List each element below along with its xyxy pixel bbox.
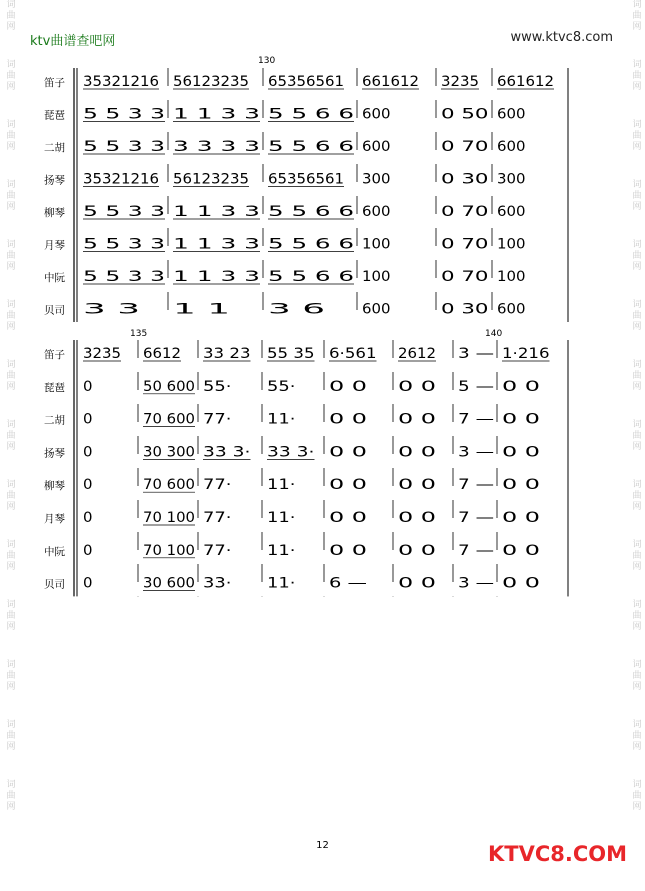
note-group: 0 0 [502,510,540,526]
note-group: 1·216 [502,346,550,362]
note-group: 5 5 3 3 [83,236,165,253]
note-group: 5 5 6 6 [268,236,354,253]
note-group: 11· [267,411,296,428]
watermark-text: 词 曲 网 [632,240,642,272]
note-group: 77· [203,542,232,559]
note-group: 55· [203,378,232,395]
note-group: 3 — [458,575,494,592]
watermark-text: 词 曲 网 [632,420,642,452]
note-group: 0 70 [441,204,489,220]
watermark-text: 词 曲 网 [632,300,642,332]
note-group: 1 1 3 3 [173,106,260,123]
note-group: 0 0 [329,378,367,395]
note-group: 0 0 [398,575,436,592]
note-group: 0 0 [502,575,540,592]
note-group: 100 [362,236,391,253]
instrument-label: 琵琶 [44,381,65,394]
note-group: 35321216 [83,74,159,90]
instrument-label: 中阮 [44,272,65,284]
site-logo: KTVC8.COM [488,842,628,866]
note-group: 7 — [458,411,494,428]
note-group: 65356561 [268,74,344,90]
note-group: 0 0 [502,411,540,428]
instrument-label: 二胡 [44,142,65,154]
note-group: 11· [267,542,296,559]
watermark-text: 词 曲 网 [6,780,16,812]
note-group: 300 [497,171,526,188]
note-group: 65356561 [268,171,344,188]
note-group: 77· [203,510,232,526]
note-group: 5 — [458,378,494,395]
note-group: 0 [83,477,93,494]
watermark-text: 词 曲 网 [6,180,16,212]
note-group: 5 5 3 3 [83,204,165,220]
note-group: 70 100 [143,510,195,526]
note-group: 0 [83,510,93,526]
watermark-text: 词 曲 网 [632,480,642,512]
watermark-text: 词 曲 网 [632,60,642,92]
note-group: 2612 [398,346,436,362]
note-group: 3 — [458,346,494,362]
note-group: 661612 [362,74,419,90]
instrument-label: 柳琴 [44,480,65,493]
watermark-text: 词 曲 网 [6,240,16,272]
page-number: 12 [316,840,329,851]
watermark-text: 词 曲 网 [632,780,642,812]
note-group: 5 5 6 6 [268,204,354,220]
watermark-text: 词 曲 网 [632,660,642,692]
watermark-text: 词 曲 网 [632,600,642,632]
watermark-text: 词 曲 网 [6,300,16,332]
note-group: 0 0 [329,444,367,461]
note-group: 0 0 [502,444,540,461]
watermark-text: 词 曲 网 [632,540,642,572]
note-group: 0 0 [398,444,436,461]
site-url: www.ktvc8.com [510,30,613,45]
instrument-label: 笛子 [44,349,65,361]
watermark-text: 词 曲 网 [6,60,16,92]
note-group: 600 [497,139,526,155]
note-group: 6·561 [329,346,377,362]
note-group: 600 [362,139,391,155]
note-group: 600 [362,301,391,318]
note-group: 0 0 [398,378,436,395]
note-group: 3235 [83,346,121,362]
note-group: 7 — [458,542,494,559]
note-group: 0 [83,378,93,395]
note-group: 0 0 [329,477,367,494]
watermark-text: 词 曲 网 [6,420,16,452]
watermark-text: 词 曲 网 [632,720,642,752]
note-group: 3 3 3 3 [173,139,260,155]
note-group: 1 1 3 3 [173,204,260,220]
instrument-label: 扬琴 [44,447,65,460]
note-group: 0 0 [502,378,540,395]
watermark-text: 词 曲 网 [6,360,16,392]
instrument-label: 柳琴 [44,207,65,219]
measure-number: 140 [485,329,503,339]
watermark-text: 词 曲 网 [6,120,16,152]
note-group: 0 [83,542,93,559]
note-group: 50 600 [143,378,195,395]
note-group: 0 0 [329,411,367,428]
note-group: 77· [203,411,232,428]
watermark-text: 词 曲 网 [6,660,16,692]
note-group: 5 5 3 3 [83,139,165,155]
watermark-text: 词 曲 网 [632,0,642,32]
instrument-label: 中阮 [44,545,65,558]
instrument-label: 笛子 [44,77,65,89]
note-group: 0 0 [398,542,436,559]
note-group: 6 — [329,575,367,592]
note-group: 100 [497,269,526,285]
note-group: 33· [203,575,232,592]
watermark-text: 词 曲 网 [632,180,642,212]
note-group: 33 3· [267,444,315,461]
note-group: 3 3 [83,301,140,318]
watermark-text: 词 曲 网 [6,480,16,512]
instrument-label: 贝司 [44,304,65,317]
note-group: 600 [497,106,526,123]
note-group: 70 600 [143,411,195,428]
note-group: 3 6 [268,301,325,318]
watermark-text: 词 曲 网 [6,540,16,572]
note-group: 0 0 [502,477,540,494]
note-group: 600 [362,106,391,123]
instrument-label: 月琴 [44,239,65,252]
note-group: 3 — [458,444,494,461]
note-group: 33 3· [203,444,251,461]
note-group: 0 50 [441,106,489,123]
watermark-text: 词 曲 网 [6,600,16,632]
note-group: 0 70 [441,139,489,155]
note-group: 6612 [143,346,181,362]
note-group: 0 0 [329,510,367,526]
instrument-label: 二胡 [44,414,65,427]
note-group: 30 300 [143,444,195,461]
note-group: 11· [267,510,296,526]
note-group: 0 [83,444,93,461]
note-group: 1 1 3 3 [173,269,260,285]
note-group: 0 30 [441,171,489,188]
note-group: 100 [362,269,391,285]
note-group: 70 100 [143,542,195,559]
measure-number: 130 [258,56,276,66]
note-group: 100 [497,236,526,253]
note-group: 55· [267,378,296,395]
note-group: 35321216 [83,171,159,188]
note-group: 56123235 [173,74,249,90]
note-group: 55 35 [267,346,315,362]
instrument-label: 月琴 [44,513,65,525]
site-title: ktv曲谱查吧网 [30,34,116,49]
note-group: 7 — [458,477,494,494]
note-group: 5 5 6 6 [268,139,354,155]
note-group: 0 70 [441,269,489,285]
note-group: 600 [497,204,526,220]
watermark-text: 词 曲 网 [6,0,16,32]
note-group: 1 1 [173,301,230,318]
note-group: 0 [83,575,93,592]
note-group: 300 [362,171,391,188]
note-group: 30 600 [143,575,195,592]
note-group: 3235 [441,74,479,90]
note-group: 56123235 [173,171,249,188]
note-group: 0 0 [398,510,436,526]
note-group: 11· [267,477,296,494]
note-group: 0 0 [329,542,367,559]
note-group: 0 0 [398,411,436,428]
note-group: 5 5 3 3 [83,106,165,123]
note-group: 11· [267,575,296,592]
note-group: 0 [83,411,93,428]
instrument-label: 琵琶 [44,109,65,122]
instrument-label: 贝司 [44,578,65,591]
note-group: 5 5 6 6 [268,106,354,123]
note-group: 0 0 [398,477,436,494]
note-group: 77· [203,477,232,494]
note-group: 0 30 [441,301,489,318]
note-group: 70 600 [143,477,195,494]
note-group: 5 5 6 6 [268,269,354,285]
watermark-text: 词 曲 网 [6,720,16,752]
watermark-text: 词 曲 网 [632,120,642,152]
note-group: 600 [497,301,526,318]
note-group: 661612 [497,74,554,90]
note-group: 0 70 [441,236,489,253]
note-group: 7 — [458,510,494,526]
note-group: 1 1 3 3 [173,236,260,253]
watermark-text: 词 曲 网 [632,360,642,392]
note-group: 600 [362,204,391,220]
note-group: 0 0 [502,542,540,559]
note-group: 5 5 3 3 [83,269,165,285]
measure-number: 135 [130,329,148,339]
instrument-label: 扬琴 [44,174,65,187]
note-group: 33 23 [203,346,251,362]
